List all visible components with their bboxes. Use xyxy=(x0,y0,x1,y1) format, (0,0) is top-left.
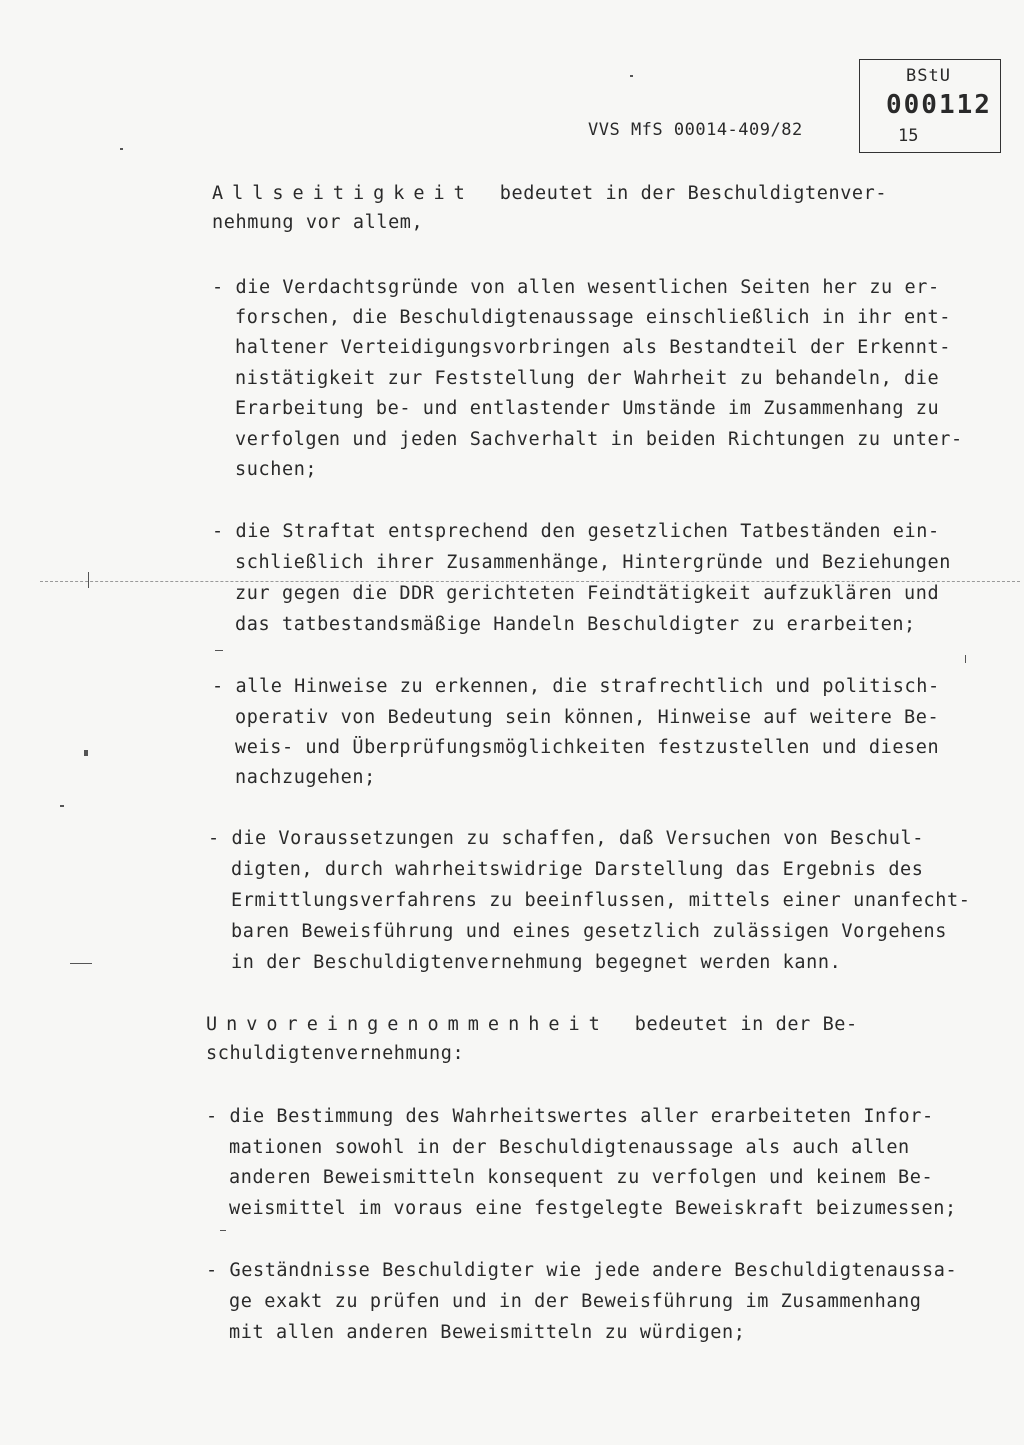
text-line: mit allen anderen Beweismitteln zu würdigen; xyxy=(229,1322,746,1343)
fold-line xyxy=(40,581,1020,582)
scan-speck xyxy=(60,805,64,807)
document-reference: VVS MfS 00014-409/82 xyxy=(588,120,803,140)
text-line: - die Bestimmung des Wahrheitswertes aller erarbeiteten Infor- xyxy=(206,1106,934,1127)
section-1-term: Allseitigkeit xyxy=(212,183,474,204)
text-line: mationen sowohl in der Beschuldigtenaussage als auch allen xyxy=(229,1137,910,1158)
scan-speck xyxy=(84,750,88,756)
text-line: in der Beschuldigtenvernehmung begegnet werden kann. xyxy=(231,952,842,973)
stamp-page: 15 xyxy=(898,126,919,146)
text-line: Ermittlungsverfahrens zu beeinflussen, mittels einer unanfecht- xyxy=(231,890,971,911)
text-line: - die Voraussetzungen zu schaffen, daß Versuchen von Beschul- xyxy=(208,828,925,849)
text-line: verfolgen und jeden Sachverhalt in beiden Richtungen zu unter- xyxy=(235,429,963,450)
text-line: baren Beweisführung und eines gesetzlich zulässigen Vorgehens xyxy=(231,921,948,942)
scan-speck xyxy=(965,655,966,663)
text-line: ge exakt zu prüfen und in der Beweisführung im Zusammenhang xyxy=(229,1291,922,1312)
section-1-intro-rest: bedeutet in der Beschuldigtenver- xyxy=(499,183,888,204)
scan-speck xyxy=(220,1230,226,1231)
text-line: das tatbestandsmäßige Handeln Beschuldigter zu erarbeiten; xyxy=(235,614,916,635)
text-line: nistätigkeit zur Feststellung der Wahrheit zu behandeln, die xyxy=(235,368,940,389)
section-2-intro-cont: schuldigtenvernehmung: xyxy=(206,1043,465,1064)
text-line: haltener Verteidigungsvorbringen als Bestandteil der Erkennt- xyxy=(235,337,952,358)
text-line: zur gegen die DDR gerichteten Feindtätigkeit aufzuklären und xyxy=(235,583,940,604)
text-line: digten, durch wahrheitswidrige Darstellung das Ergebnis des xyxy=(231,859,924,880)
text-line: anderen Beweismitteln konsequent zu verfolgen und keinem Be- xyxy=(229,1167,934,1188)
section-1-intro-cont: nehmung vor allem, xyxy=(212,212,424,233)
scan-speck xyxy=(215,650,223,651)
text-line: - Geständnisse Beschuldigter wie jede andere Beschuldigtenaussa- xyxy=(206,1260,958,1281)
scan-speck xyxy=(630,75,633,77)
margin-mark xyxy=(70,963,92,964)
text-line: weis- und Überprüfungsmöglichkeiten festzustellen und diesen xyxy=(235,737,940,758)
text-line: operativ von Bedeutung sein können, Hinweise auf weitere Be- xyxy=(235,707,940,728)
text-line: schließlich ihrer Zusammenhänge, Hintergründe und Beziehungen xyxy=(235,552,952,573)
text-line: Erarbeitung be- und entlastender Umstände im Zusammenhang zu xyxy=(235,398,940,419)
text-line: - die Straftat entsprechend den gesetzlichen Tatbeständen ein- xyxy=(212,521,940,542)
scan-speck xyxy=(120,148,123,150)
text-line: suchen; xyxy=(235,459,318,480)
section-2-term: Unvoreingenommenheit xyxy=(206,1014,609,1035)
margin-mark xyxy=(88,572,89,588)
section-2-intro-rest: bedeutet in der Be- xyxy=(634,1014,858,1035)
stamp-org: BStU xyxy=(906,66,951,86)
archive-stamp xyxy=(859,59,1001,153)
text-line: - die Verdachtsgründe von allen wesentlichen Seiten her zu er- xyxy=(212,277,940,298)
section-2-intro xyxy=(206,1016,858,1035)
text-line: forschen, die Beschuldigtenaussage einschließlich in ihr ent- xyxy=(235,307,952,328)
section-1-intro xyxy=(212,185,887,204)
text-line: weismittel im voraus eine festgelegte Beweiskraft beizumessen; xyxy=(229,1198,957,1219)
text-line: - alle Hinweise zu erkennen, die strafrechtlich und politisch- xyxy=(212,676,940,697)
stamp-number: 000112 xyxy=(886,90,992,120)
text-line: nachzugehen; xyxy=(235,767,376,788)
